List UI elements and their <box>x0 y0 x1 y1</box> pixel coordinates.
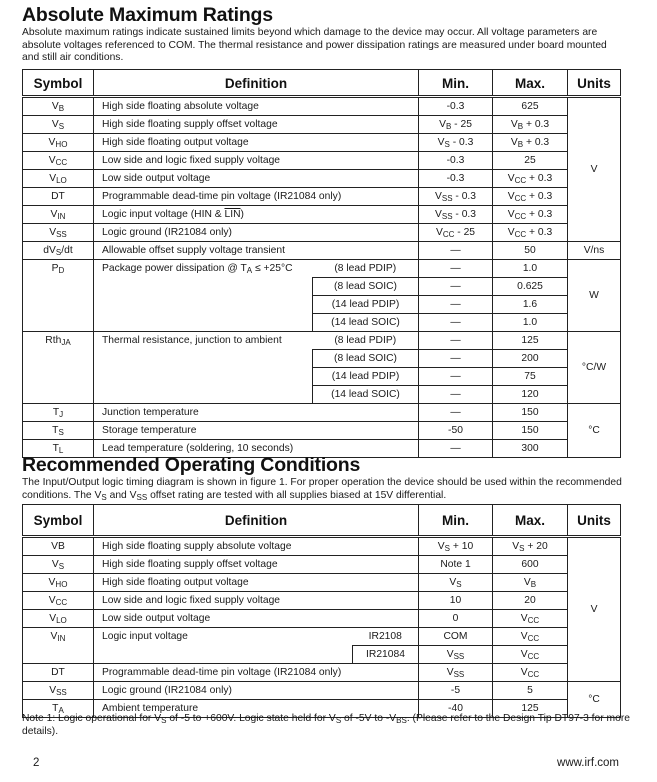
min-cell: Note 1 <box>419 556 493 574</box>
min-cell: COM <box>419 628 493 646</box>
max-cell: $V_{CC}$ <box>493 610 568 628</box>
amr-intro: Absolute maximum ratings indicate sustained limits beyond which damage to the device may occur. All voltage parameters are absolute voltages referenced to COM. The thermal resistance and power dissipation ratings are measured under board mounted and still air conditions. <box>22 27 607 63</box>
col-min: Min. <box>419 70 493 97</box>
table-row <box>23 610 621 628</box>
col-max: Max. <box>493 505 568 537</box>
min-cell: — <box>419 350 493 368</box>
symbol-cell: $dV_S/dt$ <box>23 242 94 260</box>
table-row <box>23 170 621 188</box>
min-cell: — <box>419 278 493 296</box>
package-cell: (14 lead PDIP) <box>313 296 419 314</box>
units-cell: V <box>568 97 621 242</box>
min-cell: — <box>419 404 493 422</box>
package-cell: (14 lead PDIP) <box>313 368 419 386</box>
symbol-cell: $V_{CC}$ <box>23 152 94 170</box>
max-cell: 1.6 <box>493 296 568 314</box>
max-cell: $V_B$ <box>493 574 568 592</box>
symbol-cell: $V_{CC}$ <box>23 592 94 610</box>
symbol-cell: $T_A$ <box>23 700 94 718</box>
table-row <box>23 537 621 556</box>
definition-cell: Package power dissipation @ $T_A \le +25^\circ C$ <box>94 260 313 332</box>
max-cell: $V_{CC} + 0.3$ <box>493 188 568 206</box>
min-cell: — <box>419 314 493 332</box>
part-cell: IR2108 <box>353 628 419 646</box>
table-row <box>23 260 621 278</box>
table-row <box>23 404 621 422</box>
min-cell: $V_S + 10$ <box>419 537 493 556</box>
table-row <box>23 664 621 682</box>
max-cell: 300 <box>493 440 568 458</box>
definition-cell: Programmable dead-time pin voltage (IR21084 only) <box>94 664 419 682</box>
min-cell: -40 <box>419 700 493 718</box>
table-row <box>23 152 621 170</box>
col-definition: Definition <box>94 70 419 97</box>
table-row <box>23 97 621 116</box>
min-cell: — <box>419 296 493 314</box>
table-row <box>23 242 621 260</box>
symbol-cell: $T_J$ <box>23 404 94 422</box>
min-cell: — <box>419 260 493 278</box>
definition-cell: Junction temperature <box>94 404 419 422</box>
package-cell: (14 lead SOIC) <box>313 386 419 404</box>
definition-cell: Low side and logic fixed supply voltage <box>94 152 419 170</box>
table-row <box>23 556 621 574</box>
symbol-cell: $V_{HO}$ <box>23 134 94 152</box>
max-cell: $V_{CC} + 0.3$ <box>493 224 568 242</box>
units-cell: V/ns <box>568 242 621 260</box>
definition-cell: High side floating absolute voltage <box>94 97 419 116</box>
min-cell: $V_{SS}$ <box>419 664 493 682</box>
definition-cell: Logic ground (IR21084 only) <box>94 682 419 700</box>
max-cell: 1.0 <box>493 314 568 332</box>
min-cell: $V_{SS} - 0.3$ <box>419 206 493 224</box>
amr-title: Absolute Maximum Ratings <box>22 4 273 26</box>
roc-title: Recommended Operating Conditions <box>22 454 361 476</box>
max-cell: 625 <box>493 97 568 116</box>
max-cell: 5 <box>493 682 568 700</box>
page-number: 2 <box>33 757 40 769</box>
package-cell: (8 lead PDIP) <box>313 260 419 278</box>
symbol-cell: $V_{LO}$ <box>23 610 94 628</box>
package-cell: (8 lead SOIC) <box>313 278 419 296</box>
definition-cell: Low side output voltage <box>94 170 419 188</box>
symbol-cell: $P_D$ <box>23 260 94 332</box>
max-cell: $V_{CC}$ <box>493 664 568 682</box>
col-symbol: Symbol <box>23 70 94 97</box>
amr-table <box>22 69 621 458</box>
definition-cell: Programmable dead-time pin voltage (IR21084 only) <box>94 188 419 206</box>
min-cell: — <box>419 368 493 386</box>
table-row <box>23 574 621 592</box>
symbol-cell: $V_S$ <box>23 116 94 134</box>
max-cell: 1.0 <box>493 260 568 278</box>
col-min: Min. <box>419 505 493 537</box>
min-cell: $V_{SS}$ <box>419 646 493 664</box>
min-cell: — <box>419 440 493 458</box>
min-cell: -0.3 <box>419 152 493 170</box>
min-cell: $V_B - 25$ <box>419 116 493 134</box>
min-cell: $V_S - 0.3$ <box>419 134 493 152</box>
table-row <box>23 332 621 350</box>
symbol-cell: $V_{HO}$ <box>23 574 94 592</box>
col-max: Max. <box>493 70 568 97</box>
max-cell: 150 <box>493 404 568 422</box>
min-cell: $V_S$ <box>419 574 493 592</box>
max-cell: $V_{CC} + 0.3$ <box>493 170 568 188</box>
max-cell: 150 <box>493 422 568 440</box>
max-cell: 200 <box>493 350 568 368</box>
symbol-cell: $T_L$ <box>23 440 94 458</box>
symbol-cell: DT <box>23 188 94 206</box>
min-cell: $V_{CC} - 25$ <box>419 224 493 242</box>
definition-cell: Allowable offset supply voltage transient <box>94 242 419 260</box>
footer-url: www.irf.com <box>557 757 619 769</box>
definition-cell: Thermal resistance, junction to ambient <box>94 332 313 404</box>
max-cell: 25 <box>493 152 568 170</box>
symbol-cell: $V_{SS}$ <box>23 224 94 242</box>
symbol-cell: Rth$_{JA}$ <box>23 332 94 404</box>
min-cell: — <box>419 332 493 350</box>
units-cell: V <box>568 537 621 682</box>
max-cell: $V_{CC}$ <box>493 646 568 664</box>
definition-cell: Storage temperature <box>94 422 419 440</box>
symbol-cell: VB <box>23 537 94 556</box>
max-cell: 50 <box>493 242 568 260</box>
min-cell: -0.3 <box>419 97 493 116</box>
max-cell: 120 <box>493 386 568 404</box>
symbol-cell: DT <box>23 664 94 682</box>
table-row <box>23 206 621 224</box>
max-cell: $V_S + 20$ <box>493 537 568 556</box>
symbol-cell: $V_{IN}$ <box>23 628 94 664</box>
definition-cell: Ambient temperature <box>94 700 419 718</box>
max-cell: $V_{CC}$ <box>493 628 568 646</box>
max-cell: $V_{CC} + 0.3$ <box>493 206 568 224</box>
max-cell: 0.625 <box>493 278 568 296</box>
table-row <box>23 422 621 440</box>
definition-cell: High side floating output voltage <box>94 574 419 592</box>
max-cell: 600 <box>493 556 568 574</box>
units-cell: °C/W <box>568 332 621 404</box>
min-cell: 10 <box>419 592 493 610</box>
max-cell: 125 <box>493 332 568 350</box>
definition-cell: Low side and logic fixed supply voltage <box>94 592 419 610</box>
min-cell: -50 <box>419 422 493 440</box>
package-cell: (14 lead SOIC) <box>313 314 419 332</box>
table-row <box>23 134 621 152</box>
roc-table <box>22 504 621 718</box>
table-row <box>23 116 621 134</box>
footnote: Note 1: Logic operational for $V_S$ of -5 to +600V. Logic state held for $V_S$ of -5V to $-V_{BS}$. (Please refer to the Design Tip DT97-3 for more details). <box>22 713 631 737</box>
units-cell: °C <box>568 682 621 718</box>
symbol-cell: $T_S$ <box>23 422 94 440</box>
units-cell: W <box>568 260 621 332</box>
definition-cell: Low side output voltage <box>94 610 419 628</box>
max-cell: $V_B + 0.3$ <box>493 134 568 152</box>
definition-cell: Logic input voltage <box>94 628 353 664</box>
roc-header-row <box>23 505 621 537</box>
part-cell: IR21084 <box>353 646 419 664</box>
symbol-cell: $V_{LO}$ <box>23 170 94 188</box>
amr-header-row <box>23 70 621 97</box>
col-units: Units <box>568 70 621 97</box>
col-symbol: Symbol <box>23 505 94 537</box>
table-row <box>23 628 621 646</box>
col-units: Units <box>568 505 621 537</box>
roc-intro: The Input/Output logic timing diagram is shown in figure 1. For proper operation the device should be used within the recommended conditions. The $V_S$ and $V_{SS}$ offset rating are tested with all supplies biased at 15V differential. <box>22 477 622 502</box>
symbol-cell: $V_B$ <box>23 97 94 116</box>
definition-cell: High side floating supply absolute voltage <box>94 537 419 556</box>
definition-cell: Lead temperature (soldering, 10 seconds) <box>94 440 419 458</box>
min-cell: 0 <box>419 610 493 628</box>
table-row <box>23 592 621 610</box>
definition-cell: High side floating output voltage <box>94 134 419 152</box>
units-cell: °C <box>568 404 621 458</box>
package-cell: (8 lead SOIC) <box>313 350 419 368</box>
symbol-cell: $V_{IN}$ <box>23 206 94 224</box>
min-cell: $V_{SS} - 0.3$ <box>419 188 493 206</box>
max-cell: 125 <box>493 700 568 718</box>
min-cell: — <box>419 242 493 260</box>
definition-cell: Logic ground (IR21084 only) <box>94 224 419 242</box>
table-row <box>23 224 621 242</box>
definition-cell: High side floating supply offset voltage <box>94 556 419 574</box>
col-definition: Definition <box>94 505 419 537</box>
symbol-cell: $V_S$ <box>23 556 94 574</box>
symbol-cell: $V_{SS}$ <box>23 682 94 700</box>
definition-cell: Logic input voltage (HIN & $\overline{LIN}$) <box>94 206 419 224</box>
min-cell: -5 <box>419 682 493 700</box>
table-row <box>23 682 621 700</box>
max-cell: 75 <box>493 368 568 386</box>
max-cell: $V_B + 0.3$ <box>493 116 568 134</box>
table-row <box>23 188 621 206</box>
definition-cell: High side floating supply offset voltage <box>94 116 419 134</box>
package-cell: (8 lead PDIP) <box>313 332 419 350</box>
min-cell: -0.3 <box>419 170 493 188</box>
max-cell: 20 <box>493 592 568 610</box>
min-cell: — <box>419 386 493 404</box>
